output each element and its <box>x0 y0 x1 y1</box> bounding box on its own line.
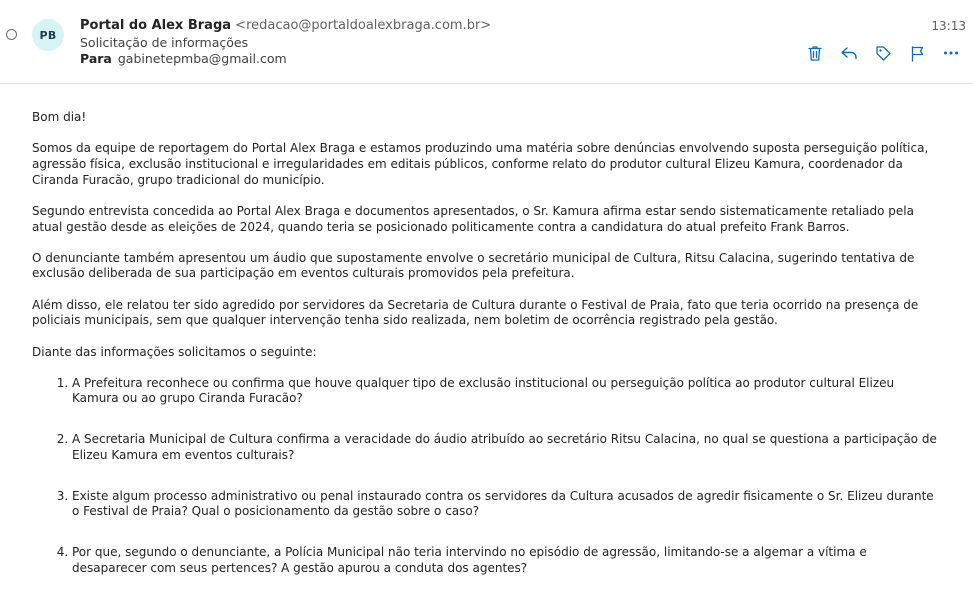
avatar[interactable]: PB <box>32 19 64 51</box>
message-actions <box>798 42 968 64</box>
body-paragraph: Segundo entrevista concedida ao Portal Alex Braga e documentos apresentados, o Sr. Kamura afirma estar sendo sistematicamente retaliado pela atual gestão desde as eleições de 2024, quando teria se posicionado politicamente contra a candidatura do atual prefeito Frank Barros. <box>32 203 914 234</box>
body-paragraph: O denunciante também apresentou um áudio que supostamente envolve o secretário municipal de Cultura, Ritsu Calacina, sugerindo tentativa de exclusão deliberada de sua participação em eventos culturais promovidos pela prefeitura. <box>32 250 915 281</box>
body-paragraph: Além disso, ele relatou ter sido agredido por servidores da Secretaria de Cultura durante o Festival de Praia, fato que teria ocorrido na presença de policiais municipais, sem que qualquer intervenção tenha sido realizada, nem boletim de ocorrência registrado pela gestão. <box>32 297 919 328</box>
sender-email[interactable]: <redacao@portaldoalexbraga.com.br> <box>235 18 492 33</box>
tag-button[interactable] <box>866 42 900 64</box>
more-icon <box>943 50 959 56</box>
recipient-address[interactable]: gabinetepmba@gmail.com <box>117 51 287 66</box>
subject: Solicitação de informações <box>80 35 249 50</box>
more-options-button[interactable] <box>934 42 968 64</box>
question-item: 1. A Prefeitura reconhece ou confirma que houve qualquer tipo de exclusão institucional ou perseguição política ao produtor cultural Elizeu Kamura ou ao grupo Ciranda Furacão? <box>72 376 944 407</box>
reply-icon <box>840 45 858 61</box>
delete-button[interactable] <box>798 42 832 64</box>
message-header <box>0 0 973 84</box>
sender-line <box>80 18 491 33</box>
body-paragraph: Somos da equipe de reportagem do Portal Alex Braga e estamos produzindo uma matéria sobre denúncias envolvendo suposta perseguição política, agressão física, exclusão institucional e irregularidades em editais públicos, conforme relato do produtor cultural Elizeu Kamura, coordenador da Ciranda Furacão, grupo tradicional do município. <box>32 141 929 187</box>
question-item: 3. Existe algum processo administrativo ou penal instaurado contra os servidores da Cultura acusados de agredir fisicamente o Sr. Elizeu durante o Festival de Praia? Qual o posicionamento da gestão sobre o caso? <box>72 489 944 520</box>
flag-button[interactable] <box>900 42 934 64</box>
to-label: Para <box>80 51 112 66</box>
reply-button[interactable] <box>832 42 866 64</box>
question-item: 4. Por que, segundo o denunciante, a Polícia Municipal não teria intervindo no episódio de agressão, limitando-se a algemar a vítima e desaparecer com seus pertences? A gestão apurou a conduta dos agentes? <box>72 545 944 576</box>
received-time: 13:13 <box>931 19 966 33</box>
greeting: Bom dia! <box>32 110 87 124</box>
select-message-checkbox[interactable] <box>6 29 17 40</box>
questions-list <box>32 376 944 577</box>
flag-icon <box>910 45 925 62</box>
trash-icon <box>807 45 823 62</box>
tag-icon <box>875 45 892 62</box>
sender-name[interactable]: Portal do Alex Braga <box>80 18 232 33</box>
body-paragraph: Diante das informações solicitamos o seguinte: <box>32 344 317 359</box>
recipient-line <box>80 51 287 66</box>
message-body <box>32 110 944 601</box>
question-item: 2. A Secretaria Municipal de Cultura confirma a veracidade do áudio atribuído ao secretário Ritsu Calacina, no qual se questiona a participação de Elizeu Kamura em eventos culturais? <box>72 432 944 463</box>
